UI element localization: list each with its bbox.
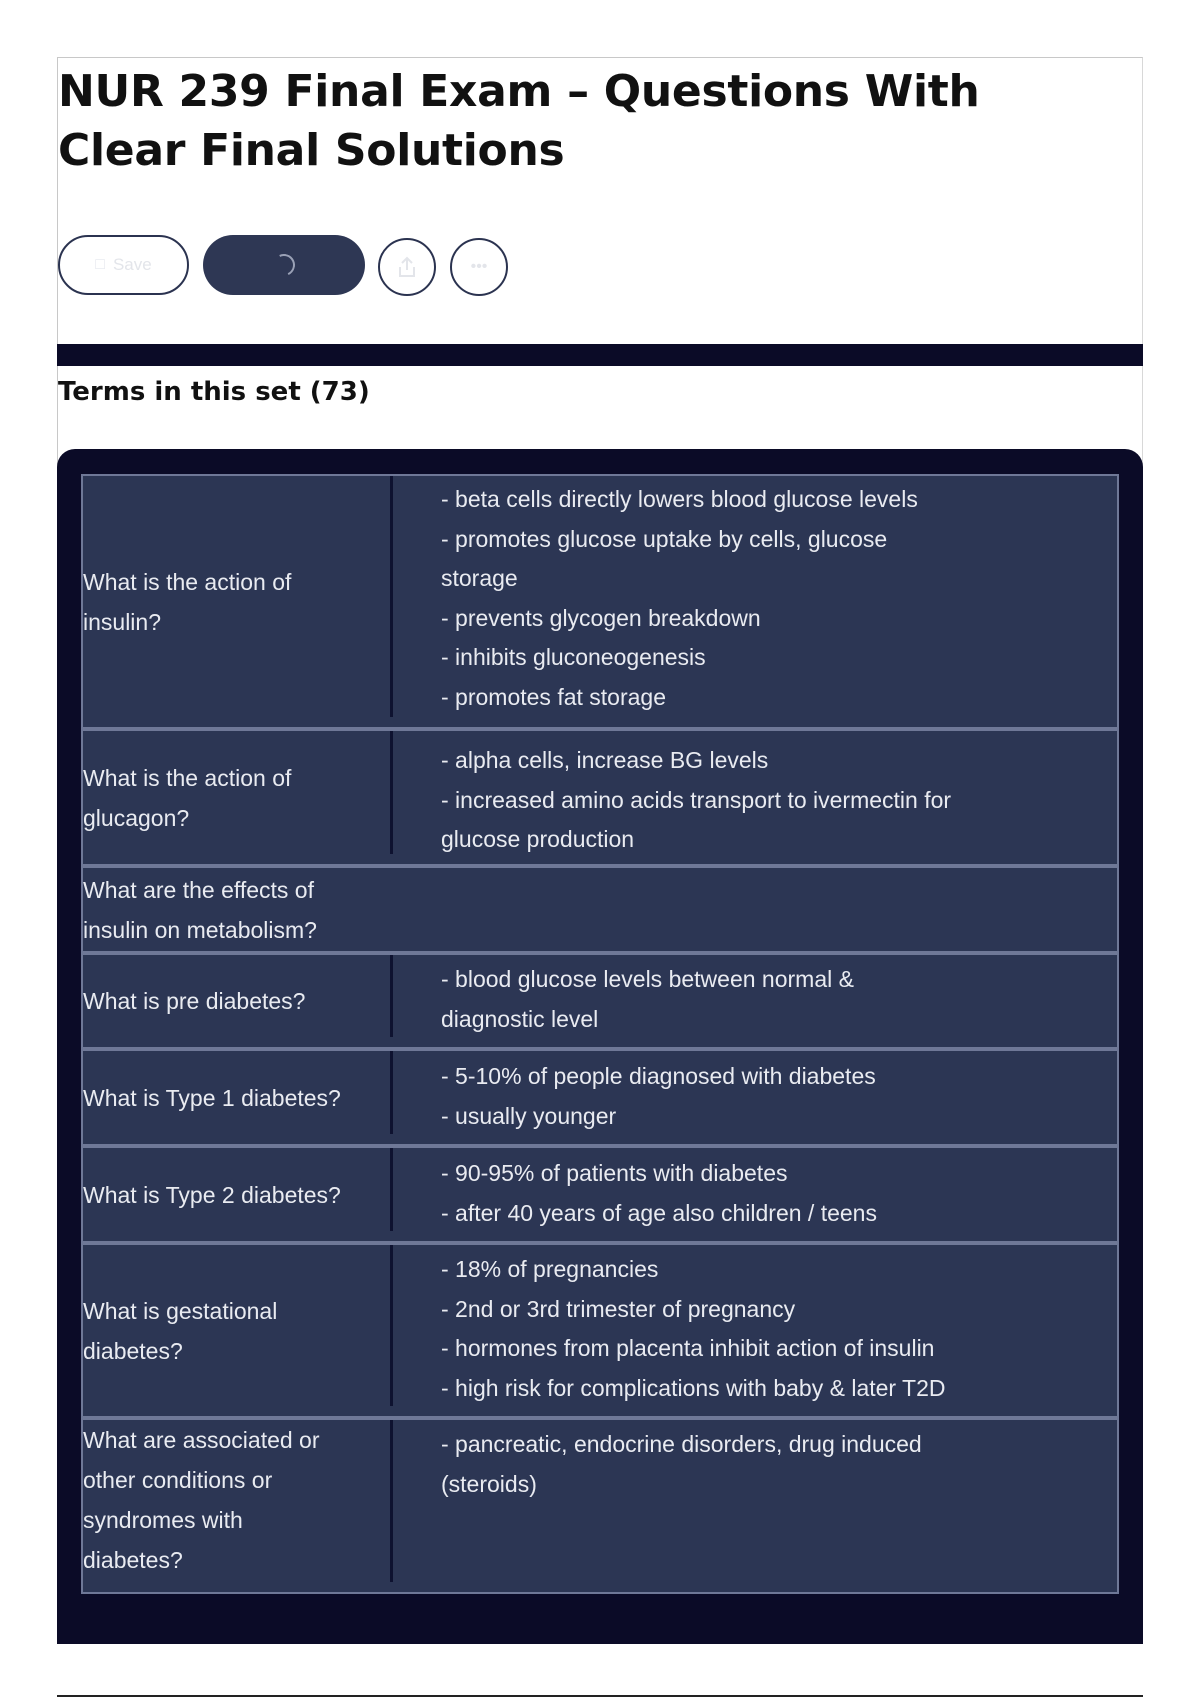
term-question: What are the effects of insulin on metabolism? bbox=[83, 876, 317, 943]
term-question: What are associated or other conditions or syndromes with diabetes? bbox=[83, 1427, 320, 1573]
term-answer-line: - prevents glycogen breakdown bbox=[441, 604, 761, 631]
more-button[interactable] bbox=[450, 238, 508, 296]
bookmark-icon: □ bbox=[95, 256, 105, 273]
term-row[interactable] bbox=[81, 1146, 1119, 1243]
spinner-icon bbox=[270, 251, 298, 279]
term-answer-line: - 2nd or 3rd trimester of pregnancy bbox=[441, 1295, 796, 1322]
term-separator bbox=[390, 1420, 393, 1582]
study-set-page bbox=[57, 57, 1143, 1643]
footer-rule bbox=[57, 1695, 1143, 1697]
term-answer-line: - usually younger bbox=[441, 1102, 617, 1129]
page-title: NUR 239 Final Exam – Questions With Clear Final Solutions bbox=[58, 66, 980, 176]
term-separator bbox=[390, 731, 393, 854]
term-answer bbox=[441, 480, 1061, 717]
term-question: What is gestational diabetes? bbox=[83, 1297, 278, 1364]
term-answer bbox=[441, 1250, 1061, 1408]
term-separator bbox=[390, 476, 393, 717]
term-answer-line: (steroids) bbox=[441, 1470, 537, 1497]
term-answer-line: - after 40 years of age also children / teens bbox=[441, 1199, 877, 1226]
term-row[interactable] bbox=[81, 1418, 1119, 1594]
term-answer-line: - 18% of pregnancies bbox=[441, 1256, 659, 1282]
term-separator bbox=[390, 1148, 393, 1231]
term-answer-line: - blood glucose levels between normal & bbox=[441, 966, 854, 992]
term-answer bbox=[441, 1425, 1061, 1504]
term-answer-line: - alpha cells, increase BG levels bbox=[441, 747, 769, 773]
term-answer-line: - 5-10% of people diagnosed with diabetes bbox=[441, 1063, 876, 1089]
save-button[interactable] bbox=[58, 235, 189, 295]
term-answer-line: - increased amino acids transport to ivermectin for bbox=[441, 786, 952, 813]
term-separator bbox=[390, 1245, 393, 1406]
term-answer bbox=[441, 741, 1061, 860]
term-answer-line: - promotes glucose uptake by cells, glucose bbox=[441, 525, 888, 552]
term-answer bbox=[441, 1154, 1061, 1233]
term-answer-line: - promotes fat storage bbox=[441, 683, 666, 710]
term-question: What is Type 1 diabetes? bbox=[83, 1084, 341, 1111]
more-icon: ••• bbox=[470, 258, 488, 275]
term-row[interactable] bbox=[81, 1049, 1119, 1146]
term-answer-line: - hormones from placenta inhibit action of insulin bbox=[441, 1335, 935, 1361]
term-answer-line: - high risk for complications with baby & later T2D bbox=[441, 1374, 946, 1401]
save-button-label: Save bbox=[112, 255, 152, 274]
term-separator bbox=[390, 955, 393, 1037]
term-row[interactable] bbox=[81, 474, 1119, 729]
term-question: What is the action of glucagon? bbox=[83, 764, 292, 831]
term-answer bbox=[441, 960, 1061, 1039]
share-button[interactable] bbox=[378, 238, 436, 296]
share-icon bbox=[396, 255, 418, 279]
term-answer-line: - beta cells directly lowers blood glucose levels bbox=[441, 486, 918, 512]
term-row[interactable] bbox=[81, 866, 1119, 953]
term-answer-line: glucose production bbox=[441, 826, 635, 852]
term-answer-line: - 90-95% of patients with diabetes bbox=[441, 1160, 788, 1186]
term-question: What is pre diabetes? bbox=[83, 988, 306, 1014]
terms-panel bbox=[57, 449, 1143, 1644]
term-answer bbox=[441, 1057, 1061, 1136]
term-question: What is the action of insulin? bbox=[83, 568, 292, 635]
term-answer-line: diagnostic level bbox=[441, 1005, 599, 1032]
terms-heading: Terms in this set (73) bbox=[58, 377, 370, 407]
term-row[interactable] bbox=[81, 729, 1119, 866]
study-button[interactable] bbox=[203, 235, 365, 295]
term-question: What is Type 2 diabetes? bbox=[83, 1181, 341, 1208]
term-answer-line: storage bbox=[441, 565, 518, 591]
term-row[interactable] bbox=[81, 953, 1119, 1049]
term-row[interactable] bbox=[81, 1243, 1119, 1418]
term-answer-line: - pancreatic, endocrine disorders, drug induced bbox=[441, 1431, 922, 1457]
term-answer-line: - inhibits gluconeogenesis bbox=[441, 644, 706, 670]
term-separator bbox=[390, 1051, 393, 1134]
section-divider bbox=[57, 344, 1143, 366]
